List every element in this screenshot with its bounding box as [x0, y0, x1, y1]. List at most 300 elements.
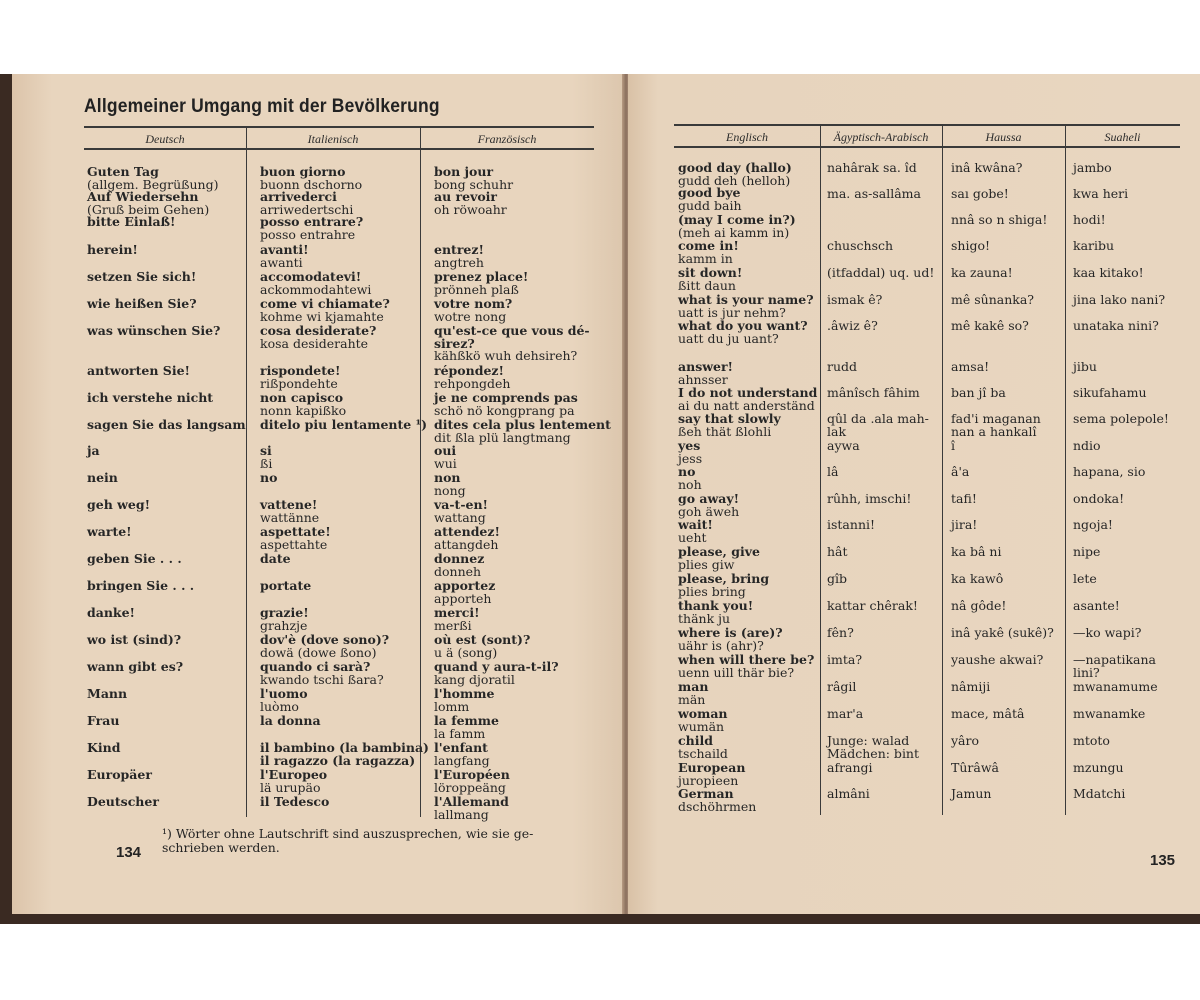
column-header-suaheli: Suaheli — [1104, 130, 1141, 144]
franzoesisch-entry — [434, 365, 510, 390]
englisch-entry-line: kamm in — [678, 250, 733, 266]
arabisch-entry-line: .âwiz ê? — [827, 318, 878, 333]
englisch-entry-line: ai du natt anderständ — [678, 397, 815, 413]
arabisch-entry — [827, 413, 929, 438]
suaheli-entry — [1073, 466, 1145, 479]
englisch-entry — [678, 519, 713, 544]
italienisch-entry-line: la donna — [260, 713, 321, 728]
englisch-entry — [678, 240, 739, 265]
haussa-entry — [951, 627, 1054, 640]
deutsch-entry-line: nein — [87, 470, 118, 485]
franzoesisch-entry-line: kähßkö wuh dehsireh? — [434, 348, 578, 363]
suaheli-entry — [1073, 708, 1145, 721]
deutsch-entry — [87, 166, 218, 229]
haussa-entry — [951, 708, 1024, 721]
italienisch-entry-line: aspettate! — [260, 524, 331, 539]
englisch-entry-line: European — [678, 760, 746, 775]
italienisch-entry-line: kohme wi kjamahte — [260, 308, 384, 324]
franzoesisch-entry-line: bon jour — [434, 164, 494, 179]
haussa-entry-line: nnâ so n shiga! — [951, 212, 1048, 227]
deutsch-entry-line: (allgem. Begrüßung) — [87, 176, 219, 192]
suaheli-entry — [1073, 788, 1125, 801]
deutsch-entry-line: Auf Wiedersehn — [87, 189, 199, 204]
suaheli-entry — [1073, 681, 1158, 694]
suaheli-entry-line: —napatikana — [1073, 652, 1157, 667]
haussa-entry — [951, 361, 989, 374]
italienisch-entry-line: no — [260, 470, 278, 485]
deutsch-entry — [87, 445, 100, 458]
haussa-entry — [951, 440, 955, 453]
arabisch-entry-line: gîb — [827, 571, 848, 586]
deutsch-entry-line: Frau — [87, 713, 120, 728]
italienisch-entry-line: wattänne — [260, 509, 320, 525]
englisch-entry-line: uatt du ju uant? — [678, 330, 779, 346]
englisch-entry-line: what do you want? — [678, 318, 808, 333]
franzoesisch-entry-line: oui — [434, 443, 457, 458]
englisch-entry-line: come in! — [678, 238, 739, 253]
franzoesisch-entry-line: entrez! — [434, 242, 484, 257]
deutsch-entry — [87, 553, 182, 566]
haussa-entry — [951, 413, 1041, 438]
franzoesisch-entry-line: attangdeh — [434, 536, 499, 552]
franzoesisch-entry — [434, 580, 495, 605]
italienisch-entry — [260, 419, 427, 432]
franzoesisch-entry-line: rehpongdeh — [434, 375, 511, 391]
arabisch-entry-line: rûhh, imschi! — [827, 491, 912, 506]
deutsch-entry — [87, 271, 196, 284]
suaheli-entry — [1073, 214, 1106, 227]
haussa-entry-line: nâmiji — [951, 679, 991, 694]
arabisch-entry-line: (itfaddal) uq. ud! — [827, 265, 935, 280]
haussa-entry-line: mê kakê so? — [951, 318, 1029, 333]
italienisch-entry-line: come vi chiamate? — [260, 296, 390, 311]
suaheli-entry-line: —ko wapi? — [1073, 625, 1142, 640]
haussa-entry-line: yaushe akwai? — [951, 652, 1044, 667]
haussa-entry-line: ban jî ba — [951, 385, 1006, 400]
suaheli-entry-line: lini? — [1073, 664, 1100, 680]
englisch-entry — [678, 788, 756, 813]
englisch-entry — [678, 654, 814, 679]
englisch-entry — [678, 708, 728, 733]
arabisch-entry — [827, 320, 878, 333]
italienisch-entry — [260, 271, 371, 296]
italienisch-entry — [260, 166, 363, 241]
suaheli-entry-line: jina lako nani? — [1073, 292, 1166, 307]
deutsch-entry — [87, 419, 246, 432]
suaheli-entry-line: ngoja! — [1073, 517, 1113, 532]
italienisch-entry-line: dowä (dowe ßono) — [260, 644, 377, 660]
arabisch-entry — [827, 654, 862, 667]
arabisch-entry — [827, 600, 918, 613]
italienisch-entry-line: lä urupäo — [260, 779, 321, 795]
suaheli-entry — [1073, 762, 1124, 775]
englisch-entry — [678, 162, 792, 212]
haussa-entry-line: tafi! — [951, 491, 977, 506]
haussa-entry — [951, 600, 1006, 613]
deutsch-entry — [87, 796, 159, 809]
englisch-entry — [678, 600, 753, 625]
italienisch-entry-line: il ragazzo (la ragazza) — [260, 752, 416, 768]
italienisch-entry-line: l'uomo — [260, 686, 308, 701]
deutsch-entry — [87, 392, 213, 405]
deutsch-entry-line: Guten Tag — [87, 164, 159, 179]
italienisch-entry-line: arrivederci — [260, 189, 337, 204]
englisch-entry-line: tschaild — [678, 745, 728, 761]
italienisch-entry-line: aspettahte — [260, 536, 328, 552]
italienisch-entry — [260, 392, 346, 417]
englisch-entry-line: (may I come in?) — [678, 212, 796, 227]
italienisch-entry-line: si — [260, 443, 272, 458]
arabisch-entry — [827, 627, 854, 640]
englisch-entry-line: plies bring — [678, 583, 746, 599]
arabisch-entry-line: Mädchen: bint — [827, 745, 920, 761]
deutsch-entry — [87, 688, 127, 701]
franzoesisch-entry-line: bong schuhr — [434, 176, 514, 192]
englisch-entry-line: no — [678, 464, 696, 479]
arabisch-entry — [827, 240, 893, 253]
italienisch-entry — [260, 526, 331, 551]
deutsch-entry — [87, 526, 132, 539]
deutsch-entry-line: was wünschen Sie? — [87, 323, 221, 338]
haussa-entry — [951, 267, 1013, 280]
englisch-entry-line: uatt is jur nehm? — [678, 304, 786, 320]
column-header-englisch: Englisch — [726, 130, 768, 144]
deutsch-entry — [87, 298, 197, 311]
arabisch-entry-line: aywa — [827, 438, 860, 453]
suaheli-entry — [1073, 654, 1156, 679]
franzoesisch-entry — [434, 715, 499, 740]
arabisch-entry-line: ismak ê? — [827, 292, 883, 307]
italienisch-entry — [260, 298, 390, 323]
haussa-entry-line: â'a — [951, 464, 970, 479]
italienisch-entry — [260, 607, 309, 632]
englisch-entry-line: thänk ju — [678, 610, 731, 626]
arabisch-entry — [827, 762, 873, 775]
franzoesisch-entry — [434, 244, 484, 269]
italienisch-entry-line: posso entrahre — [260, 226, 356, 242]
italienisch-entry-line: non capisco — [260, 390, 344, 405]
italienisch-entry-line: l'Europeo — [260, 767, 328, 782]
suaheli-entry — [1073, 320, 1159, 333]
franzoesisch-entry-line: attendez! — [434, 524, 500, 539]
haussa-entry-line: jira! — [951, 517, 978, 532]
deutsch-entry — [87, 244, 138, 257]
arabisch-entry — [827, 546, 848, 559]
suaheli-entry-line: mwanamke — [1073, 706, 1146, 721]
suaheli-entry-line: kwa heri — [1073, 186, 1129, 201]
haussa-entry — [951, 294, 1034, 307]
haussa-entry — [951, 788, 991, 801]
franzoesisch-entry — [434, 472, 466, 497]
deutsch-entry-line: sagen Sie das langsam — [87, 417, 246, 432]
page-number: 135 — [1150, 852, 1176, 869]
italienisch-entry-line: il Tedesco — [260, 794, 330, 809]
right-page — [628, 74, 1200, 914]
franzoesisch-entry-line: la femme — [434, 713, 499, 728]
page-number: 134 — [116, 844, 142, 861]
englisch-entry-line: good day (hallo) — [678, 160, 792, 175]
franzoesisch-entry — [434, 271, 528, 296]
suaheli-entry-line: asante! — [1073, 598, 1120, 613]
englisch-entry-line: German — [678, 786, 734, 801]
italienisch-entry — [260, 634, 389, 659]
arabisch-entry — [827, 188, 921, 201]
haussa-entry — [951, 240, 990, 253]
deutsch-entry-line: ich verstehe nicht — [87, 390, 214, 405]
suaheli-entry-line: karibu — [1073, 238, 1115, 253]
franzoesisch-entry-line: wui — [434, 455, 457, 471]
englisch-entry-line: uenn uill thär bie? — [678, 664, 795, 680]
franzoesisch-entry-line: l'Européen — [434, 767, 510, 782]
suaheli-entry-line: sikufahamu — [1073, 385, 1147, 400]
haussa-entry — [951, 735, 979, 748]
englisch-entry-line: please, bring — [678, 571, 770, 586]
italienisch-entry-line: dov'è (dove sono)? — [260, 632, 390, 647]
italienisch-entry-line: cosa desiderate? — [260, 323, 377, 338]
franzoesisch-entry-line: oh röwoahr — [434, 201, 507, 217]
englisch-entry-line: wait! — [678, 517, 713, 532]
franzoesisch-entry — [434, 553, 484, 578]
englisch-entry-line: go away! — [678, 491, 740, 506]
arabisch-entry — [827, 387, 920, 400]
suaheli-entry-line: ondoka! — [1073, 491, 1125, 506]
franzoesisch-entry — [434, 499, 488, 524]
englisch-entry-line: gudd baih — [678, 197, 742, 213]
italienisch-entry-line: buonn dschorno — [260, 176, 363, 192]
deutsch-entry — [87, 325, 220, 338]
deutsch-entry-line: Mann — [87, 686, 128, 701]
column-header-italienisch: Italienisch — [307, 132, 359, 146]
haussa-entry-line: mace, mâtâ — [951, 706, 1025, 721]
haussa-entry — [951, 320, 1029, 333]
franzoesisch-entry — [434, 607, 480, 632]
arabisch-entry-line: Junge: walad — [827, 733, 910, 748]
deutsch-entry-line: danke! — [87, 605, 136, 620]
italienisch-entry-line: arriwedertschi — [260, 201, 354, 217]
haussa-entry-line: ka bâ ni — [951, 544, 1002, 559]
footnote-line: ¹) Wörter ohne Lautschrift sind auszusprechen, wie sie ge- — [162, 826, 534, 841]
italienisch-entry — [260, 796, 329, 809]
italienisch-entry-line: kwando tschi ßara? — [260, 671, 384, 687]
deutsch-entry-line: bringen Sie . . . — [87, 578, 195, 593]
italienisch-entry — [260, 688, 308, 713]
arabisch-entry — [827, 294, 882, 307]
englisch-entry-line: when will there be? — [678, 652, 815, 667]
italienisch-entry-line: nonn kapißko — [260, 402, 347, 418]
franzoesisch-entry-line: apporteh — [434, 590, 492, 606]
deutsch-entry — [87, 634, 181, 647]
page-heading: Allgemeiner Umgang mit der Bevölkerung — [84, 96, 440, 117]
franzoesisch-entry — [434, 769, 510, 794]
italienisch-entry-line: ßi — [260, 455, 273, 471]
haussa-entry-line: mê sûnanka? — [951, 292, 1034, 307]
deutsch-entry — [87, 607, 135, 620]
suaheli-entry-line: hodi! — [1073, 212, 1106, 227]
haussa-entry — [951, 546, 1001, 559]
arabisch-entry-line: mar'a — [827, 706, 864, 721]
franzoesisch-entry — [434, 796, 509, 821]
englisch-entry-line: juropieen — [678, 772, 739, 788]
suaheli-entry — [1073, 493, 1124, 506]
column-divider — [420, 127, 421, 817]
suaheli-entry — [1073, 519, 1113, 532]
englisch-entry-line: please, give — [678, 544, 760, 559]
haussa-entry — [951, 519, 977, 532]
suaheli-entry — [1073, 361, 1097, 374]
italienisch-entry — [260, 499, 319, 524]
italienisch-entry-line: ackommodahtewi — [260, 281, 372, 297]
suaheli-entry-line: unataka nini? — [1073, 318, 1159, 333]
arabisch-entry-line: qûl da .ala mah- — [827, 411, 929, 426]
englisch-entry — [678, 627, 783, 652]
englisch-entry-line: man — [678, 679, 709, 694]
deutsch-entry — [87, 499, 150, 512]
arabisch-entry-line: lak — [827, 423, 847, 439]
arabisch-entry — [827, 466, 838, 479]
englisch-entry — [678, 387, 817, 412]
suaheli-entry — [1073, 267, 1144, 280]
italienisch-entry-line: il bambino (la bambina) — [260, 740, 429, 755]
suaheli-entry-line: lete — [1073, 571, 1097, 586]
arabisch-entry-line: afrangi — [827, 760, 873, 775]
englisch-entry-line: män — [678, 691, 706, 707]
englisch-entry-line: yes — [678, 438, 701, 453]
franzoesisch-entry-line: répondez! — [434, 363, 504, 378]
englisch-entry-line: ßeh thät ßlohli — [678, 423, 772, 439]
haussa-entry-line: inâ yakê (sukê)? — [951, 625, 1054, 640]
englisch-entry-line: goh äweh — [678, 503, 740, 519]
footnote-line: schrieben werden. — [162, 840, 280, 855]
suaheli-entry — [1073, 188, 1128, 201]
haussa-entry — [951, 573, 1003, 586]
franzoesisch-entry-line: prönneh plaß — [434, 281, 519, 297]
suaheli-entry-line: mwanamume — [1073, 679, 1158, 694]
suaheli-entry — [1073, 294, 1165, 307]
franzoesisch-entry-line: angtreh — [434, 254, 484, 270]
suaheli-entry — [1073, 240, 1114, 253]
deutsch-entry-line: wie heißen Sie? — [87, 296, 197, 311]
suaheli-entry-line: kaa kitako! — [1073, 265, 1144, 280]
franzoesisch-entry-line: l'enfant — [434, 740, 488, 755]
englisch-entry — [678, 546, 760, 571]
deutsch-entry-line: bitte Einlaß! — [87, 214, 176, 229]
italienisch-entry-line: buon giorno — [260, 164, 346, 179]
franzoesisch-entry — [434, 298, 512, 323]
englisch-entry-line: where is (are)? — [678, 625, 783, 640]
footnote — [162, 827, 533, 855]
table-header-rule — [84, 148, 594, 150]
franzoesisch-entry-line: l'Allemand — [434, 794, 509, 809]
suaheli-entry — [1073, 440, 1101, 453]
arabisch-entry — [827, 267, 934, 280]
italienisch-entry — [260, 325, 376, 350]
italienisch-entry — [260, 365, 340, 390]
deutsch-entry — [87, 769, 152, 782]
franzoesisch-entry-line: lallmang — [434, 806, 489, 822]
arabisch-entry-line: hât — [827, 544, 848, 559]
deutsch-entry-line: geben Sie . . . — [87, 551, 182, 566]
deutsch-entry — [87, 661, 183, 674]
deutsch-entry-line: geh weg! — [87, 497, 151, 512]
suaheli-entry — [1073, 600, 1120, 613]
englisch-entry-line: jess — [678, 450, 703, 466]
deutsch-entry-line: (Gruß beim Gehen) — [87, 201, 210, 217]
englisch-entry — [678, 762, 745, 787]
englisch-entry-line: wumän — [678, 718, 725, 734]
deutsch-entry-line: Kind — [87, 740, 121, 755]
franzoesisch-entry-line: kang djoratil — [434, 671, 515, 687]
franzoesisch-entry-line: donneh — [434, 563, 482, 579]
arabisch-entry — [827, 573, 847, 586]
haussa-entry — [951, 681, 990, 694]
franzoesisch-entry — [434, 688, 494, 713]
italienisch-entry-line: posso entrare? — [260, 214, 364, 229]
italienisch-entry-line: vattene! — [260, 497, 318, 512]
suaheli-entry-line: hapana, sio — [1073, 464, 1146, 479]
italienisch-entry-line: grahzje — [260, 617, 308, 633]
italienisch-entry-line: luòmo — [260, 698, 299, 714]
haussa-entry-line: saı gobe! — [951, 186, 1009, 201]
suaheli-entry — [1073, 546, 1100, 559]
arabisch-entry — [827, 361, 857, 374]
franzoesisch-entry-line: wattang — [434, 509, 486, 525]
column-header-haussa: Haussa — [985, 130, 1022, 144]
italienisch-entry-line: grazie! — [260, 605, 309, 620]
englisch-entry — [678, 214, 796, 239]
englisch-entry-line: dschöhrmen — [678, 798, 757, 814]
haussa-entry-line: ka kawô — [951, 571, 1004, 586]
column-header-deutsch: Deutsch — [145, 132, 185, 146]
franzoesisch-entry-line: je ne comprends pas — [434, 390, 578, 405]
arabisch-entry — [827, 162, 917, 175]
italienisch-entry — [260, 445, 272, 470]
haussa-entry — [951, 214, 1047, 227]
italienisch-entry — [260, 244, 309, 269]
italienisch-entry-line: avanti! — [260, 242, 309, 257]
franzoesisch-entry — [434, 634, 530, 659]
englisch-entry — [678, 413, 781, 438]
franzoesisch-entry-line: au revoir — [434, 189, 498, 204]
englisch-entry — [678, 735, 728, 760]
haussa-entry — [951, 762, 999, 775]
franzoesisch-entry — [434, 419, 611, 444]
haussa-entry — [951, 654, 1043, 667]
haussa-entry-line: Jamun — [951, 786, 992, 801]
franzoesisch-entry-line: wotre nong — [434, 308, 507, 324]
englisch-entry-line: ßitt daun — [678, 277, 736, 293]
arabisch-entry — [827, 493, 911, 506]
italienisch-entry-line: awanti — [260, 254, 303, 270]
suaheli-entry — [1073, 162, 1112, 175]
italienisch-entry — [260, 580, 311, 593]
franzoesisch-entry — [434, 325, 590, 363]
column-header-franzoesisch: Französisch — [477, 132, 537, 146]
deutsch-entry-line: herein! — [87, 242, 138, 257]
arabisch-entry — [827, 440, 860, 453]
englisch-entry-line: answer! — [678, 359, 734, 374]
deutsch-entry-line: warte! — [87, 524, 132, 539]
englisch-entry-line: child — [678, 733, 713, 748]
haussa-entry-line: amsa! — [951, 359, 990, 374]
franzoesisch-entry-line: l'homme — [434, 686, 495, 701]
englisch-entry — [678, 681, 708, 706]
arabisch-entry-line: imta? — [827, 652, 863, 667]
englisch-entry — [678, 320, 808, 345]
haussa-entry — [951, 162, 1022, 175]
haussa-entry-line: nan a hankalî — [951, 423, 1037, 439]
englisch-entry — [678, 493, 739, 518]
column-divider — [246, 127, 247, 817]
